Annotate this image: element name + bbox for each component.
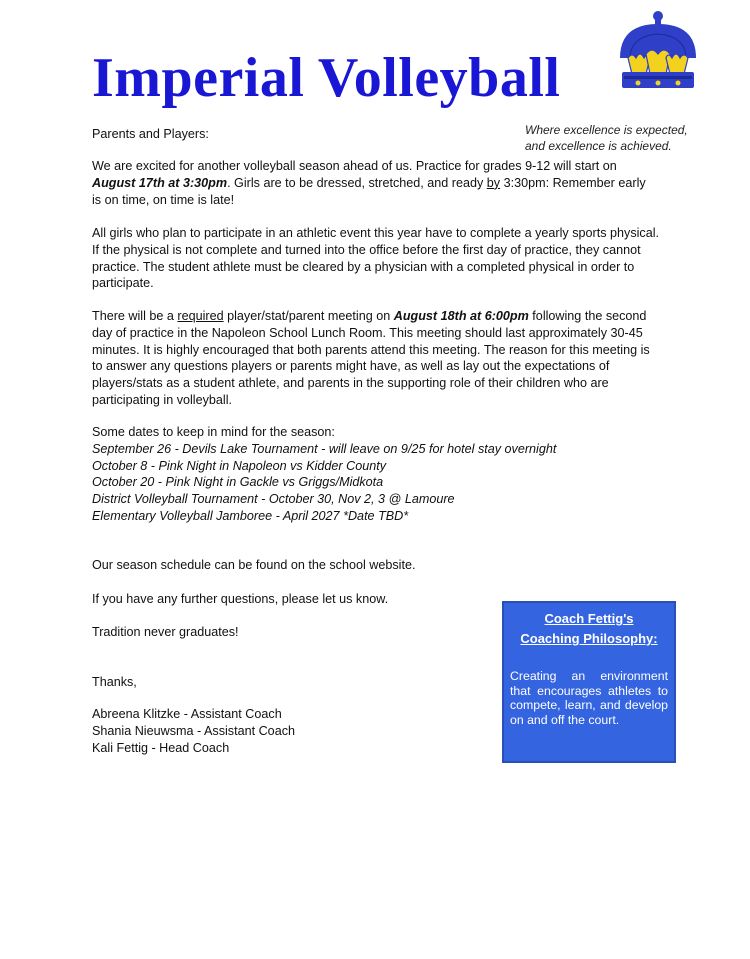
tradition-note [92, 624, 492, 641]
questions-note-text: If you have any further questions, please let us know. [92, 592, 389, 606]
coaching-philosophy-box [502, 601, 676, 763]
meeting-date: August 18th at 6:00pm [393, 309, 529, 323]
dates-section [92, 424, 664, 525]
practice-start-date: August 17th at 3:30pm [92, 175, 228, 190]
schedule-note [92, 557, 492, 574]
signature-line: Shania Nieuwsma - Assistant Coach [92, 723, 295, 738]
para1-by-word: by [486, 175, 501, 190]
crown-icon [610, 8, 706, 96]
list-item: October 8 - Pink Night in Napoleon vs Kidder County [92, 458, 387, 473]
para3-pre: There will be a [92, 309, 178, 323]
para1-intro: We are excited for another volleyball season ahead of us. Practice for grades 9-12 will start on [92, 159, 617, 173]
dates-list [92, 441, 664, 525]
thanks-text: Thanks, [92, 675, 137, 689]
paragraph-practice [92, 158, 658, 208]
signature-line: Abreena Klitzke - Assistant Coach [92, 707, 282, 721]
schedule-note-text: Our season schedule can be found on the school website. [92, 558, 416, 572]
list-item: October 20 - Pink Night in Gackle vs Griggs/Midkota [92, 475, 384, 490]
coach-box-text: Creating an environment that encourages athletes to compete, learn, and develop on and off the court. [510, 669, 668, 727]
signatures [92, 706, 492, 756]
greeting-text: Parents and Players: [92, 127, 209, 141]
list-item: District Volleyball Tournament - October 30, Nov 2, 3 @ Lamoure [92, 492, 455, 507]
motto-line-1: Where excellence is expected, [525, 123, 688, 137]
signature-line: Kali Fettig - Head Coach [92, 740, 230, 755]
questions-note [92, 591, 492, 608]
coach-box-heading-line-1: Coach Fettig's [544, 611, 634, 626]
para2-text: All girls who plan to participate in an athletic event this year have to complete a yearly sports physical. If the physical is not complete and turned into the office before the first day of practice, they cannot practice. The student athlete must be cleared by a physician with a completed physical in order to participate. [92, 226, 660, 291]
paragraph-physical [92, 225, 660, 292]
tradition-text: Tradition never graduates! [92, 625, 239, 639]
paragraph-meeting [92, 308, 662, 409]
para3-mid: player/stat/parent meeting on [223, 309, 394, 323]
motto-line-2: and excellence is achieved. [525, 139, 672, 153]
list-item: September 26 - Devils Lake Tournament - will leave on 9/25 for hotel stay overnight [92, 441, 557, 456]
dates-heading: Some dates to keep in mind for the season: [92, 425, 335, 439]
para1-rest: 3:30pm: Remember early is on time, on time is late! [92, 175, 646, 207]
greeting [92, 126, 664, 143]
para3-rest: following the second day of practice in the Napoleon School Lunch Room. This meeting should last approximately 30-45 minutes. It is highly encouraged that both parents attend this meeting. The reason for this meeting is to answer any questions players or parents might have, as well as lay out the expectations of players/stats as a student athlete, and parents in the supporting role of their children who are participating in volleyball. [92, 309, 650, 407]
para1-after-date: . Girls are to be dressed, stretched, and ready [227, 175, 487, 190]
coach-box-heading-line-2: Coaching Philosophy: [520, 631, 658, 646]
page-title: Imperial Volleyball [92, 47, 561, 109]
para3-required: required [177, 309, 224, 323]
list-item: Elementary Volleyball Jamboree - April 2027 *Date TBD* [92, 508, 409, 523]
thanks [92, 674, 492, 691]
coach-box-heading [510, 609, 668, 649]
